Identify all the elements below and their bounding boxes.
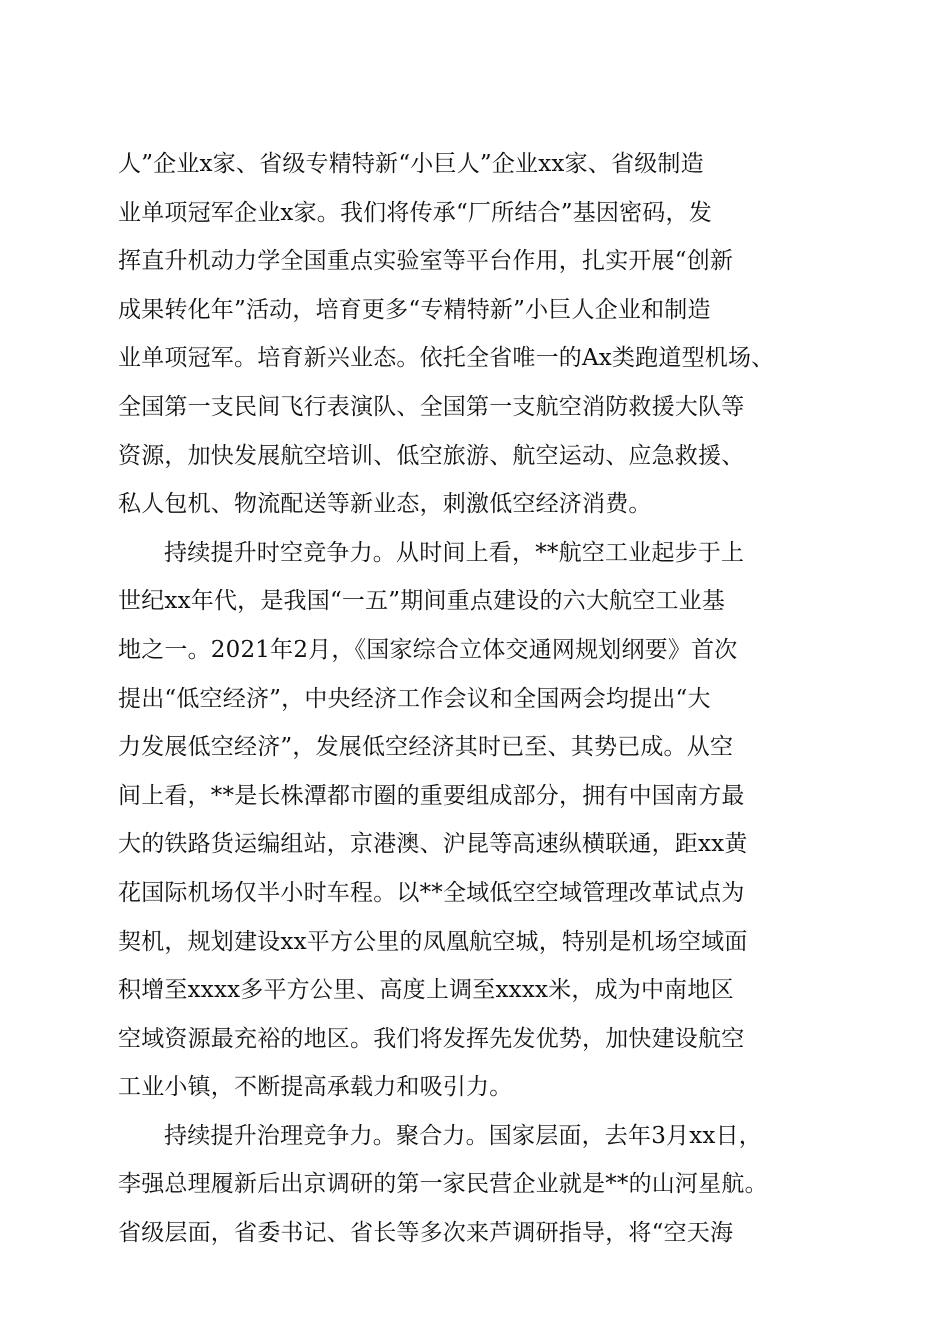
text-line: 全国第一支民间飞行表演队、全国第一支航空消防救援大队等	[118, 393, 745, 420]
text-line: 业单项冠军企业x家。我们将传承“厂所结合”基因密码，发	[118, 199, 712, 226]
text-line: 契机，规划建设xx平方公里的凤凰航空城，特别是机场空域面	[118, 928, 748, 955]
text-line: 资源，加快发展航空培训、低空旅游、航空运动、应急救援、	[118, 442, 745, 469]
text-line: 间上看，**是长株潭都市圈的重要组成部分，拥有中国南方最	[118, 782, 745, 809]
text-line: 成果转化年”活动，培育更多“专精特新”小巨人企业和制造	[118, 296, 711, 323]
text-line: 空域资源最充裕的地区。我们将发挥先发优势，加快建设航空	[118, 1025, 745, 1052]
paragraph-start-line: 持续提升时空竞争力。从时间上看，**航空工业起步于上	[164, 539, 745, 566]
text-line: 地之一。2021年2月，《国家综合立体交通网规划纲要》首次	[118, 636, 738, 663]
text-line: 私人包机、物流配送等新业态，刺激低空经济消费。	[118, 491, 652, 518]
text-line: 提出“低空经济”，中央经济工作会议和全国两会均提出“大	[118, 685, 711, 712]
text-line: 工业小镇，不断提高承载力和吸引力。	[118, 1074, 513, 1101]
text-line: 力发展低空经济”，发展低空经济其时已至、其势已成。从空	[118, 734, 734, 761]
text-line: 李强总理履新后出京调研的第一家民营企业就是**的山河星航。	[118, 1171, 768, 1198]
text-line: 花国际机场仅半小时车程。以**全域低空空域管理改革试点为	[118, 879, 745, 906]
text-line: 世纪xx年代，是我国“一五”期间重点建设的六大航空工业基	[118, 588, 726, 615]
text-line: 大的铁路货运编组站，京港澳、沪昆等高速纵横联通，距xx黄	[118, 831, 748, 858]
text-line: 人”企业x家、省级专精特新“小巨人”企业xx家、省级制造	[118, 151, 704, 177]
document-body	[118, 140, 838, 1258]
text-line: 业单项冠军。培育新兴业态。依托全省唯一的Ax类跑道型机场、	[118, 345, 775, 372]
text-line: 省级层面，省委书记、省长等多次来芦调研指导，将“空天海	[118, 1220, 734, 1247]
text-line: 挥直升机动力学全国重点实验室等平台作用，扎实开展“创新	[118, 248, 734, 275]
text-line: 积增至xxxx多平方公里、高度上调至xxxx米，成为中南地区	[118, 977, 734, 1004]
paragraph-start-line: 持续提升治理竞争力。聚合力。国家层面，去年3月xx日，	[164, 1122, 762, 1149]
